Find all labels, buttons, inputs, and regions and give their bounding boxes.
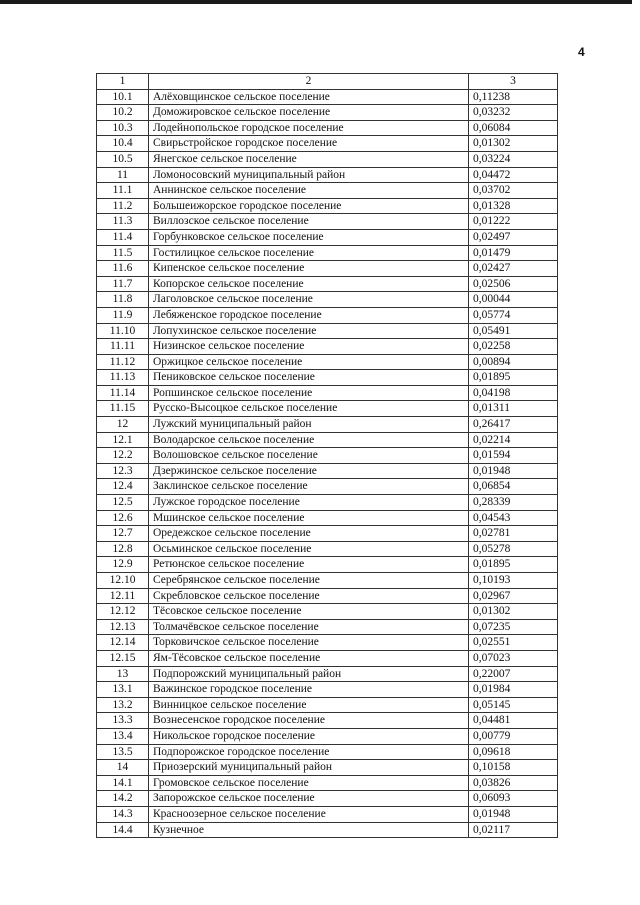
table-row xyxy=(97,198,558,214)
header-row xyxy=(97,74,558,90)
table-row xyxy=(97,401,558,417)
value-cell: 0,10193 xyxy=(469,573,558,589)
table-row xyxy=(97,261,558,277)
row-number-cell: 12.13 xyxy=(97,619,149,635)
row-number-cell: 12.12 xyxy=(97,604,149,620)
value-cell: 0,11238 xyxy=(469,89,558,105)
row-number-cell: 11.12 xyxy=(97,354,149,370)
value-cell: 0,01302 xyxy=(469,136,558,152)
table-row xyxy=(97,167,558,183)
row-number-cell: 12.9 xyxy=(97,557,149,573)
row-number-cell: 11.3 xyxy=(97,214,149,230)
table-row xyxy=(97,682,558,698)
row-number-cell: 11 xyxy=(97,167,149,183)
value-cell: 0,01479 xyxy=(469,245,558,261)
settlement-name-cell: Заклинское сельское поселение xyxy=(149,479,469,495)
table-row xyxy=(97,791,558,807)
value-cell: 0,01328 xyxy=(469,198,558,214)
page-number: 4 xyxy=(578,45,585,59)
table-body xyxy=(97,89,558,838)
value-cell: 0,00779 xyxy=(469,728,558,744)
value-cell: 0,06093 xyxy=(469,791,558,807)
row-number-cell: 12.3 xyxy=(97,463,149,479)
value-cell: 0,01594 xyxy=(469,448,558,464)
table-row xyxy=(97,557,558,573)
row-number-cell: 11.9 xyxy=(97,307,149,323)
value-cell: 0,02117 xyxy=(469,822,558,838)
value-cell: 0,01302 xyxy=(469,604,558,620)
value-cell: 0,04543 xyxy=(469,510,558,526)
table-row xyxy=(97,713,558,729)
row-number-cell: 12.10 xyxy=(97,573,149,589)
header-cell-value: 3 xyxy=(469,74,558,90)
table-row xyxy=(97,105,558,121)
settlement-name-cell: Лодейнопольское городское поселение xyxy=(149,120,469,136)
row-number-cell: 11.10 xyxy=(97,323,149,339)
row-number-cell: 12.15 xyxy=(97,650,149,666)
table-row xyxy=(97,526,558,542)
row-number-cell: 14.2 xyxy=(97,791,149,807)
settlement-name-cell: Торковичское сельское поселение xyxy=(149,635,469,651)
row-number-cell: 12.8 xyxy=(97,541,149,557)
value-cell: 0,00044 xyxy=(469,292,558,308)
table-row xyxy=(97,183,558,199)
value-cell: 0,22007 xyxy=(469,666,558,682)
settlement-name-cell: Оредежское сельское поселение xyxy=(149,526,469,542)
table-row xyxy=(97,89,558,105)
value-cell: 0,05491 xyxy=(469,323,558,339)
value-cell: 0,01984 xyxy=(469,682,558,698)
table-row xyxy=(97,120,558,136)
value-cell: 0,07023 xyxy=(469,650,558,666)
settlement-name-cell: Красноозерное сельское поселение xyxy=(149,806,469,822)
row-number-cell: 11.1 xyxy=(97,183,149,199)
table-row xyxy=(97,432,558,448)
row-number-cell: 11.8 xyxy=(97,292,149,308)
value-cell: 0,10158 xyxy=(469,760,558,776)
settlement-name-cell: Приозерский муниципальный район xyxy=(149,760,469,776)
table-row xyxy=(97,541,558,557)
settlement-name-cell: Лопухинское сельское поселение xyxy=(149,323,469,339)
row-number-cell: 10.5 xyxy=(97,151,149,167)
row-number-cell: 10.1 xyxy=(97,89,149,105)
row-number-cell: 13.3 xyxy=(97,713,149,729)
row-number-cell: 12.11 xyxy=(97,588,149,604)
value-cell: 0,02497 xyxy=(469,229,558,245)
settlement-name-cell: Ям-Тёсовское сельское поселение xyxy=(149,650,469,666)
row-number-cell: 11.11 xyxy=(97,339,149,355)
settlement-name-cell: Запорожское сельское поселение xyxy=(149,791,469,807)
row-number-cell: 11.4 xyxy=(97,229,149,245)
settlement-name-cell: Аннинское сельское поселение xyxy=(149,183,469,199)
settlement-name-cell: Вознесенское городское поселение xyxy=(149,713,469,729)
value-cell: 0,01222 xyxy=(469,214,558,230)
row-number-cell: 11.15 xyxy=(97,401,149,417)
settlement-name-cell: Ретюнское сельское поселение xyxy=(149,557,469,573)
settlement-name-cell: Пениковское сельское поселение xyxy=(149,370,469,386)
table-row xyxy=(97,417,558,433)
row-number-cell: 14.3 xyxy=(97,806,149,822)
settlement-name-cell: Подпорожское городское поселение xyxy=(149,744,469,760)
table-row xyxy=(97,619,558,635)
value-cell: 0,02258 xyxy=(469,339,558,355)
settlement-name-cell: Свирьстройское городское поселение xyxy=(149,136,469,152)
data-table xyxy=(96,73,558,838)
settlement-name-cell: Тёсовское сельское поселение xyxy=(149,604,469,620)
value-cell: 0,01895 xyxy=(469,370,558,386)
table-row xyxy=(97,136,558,152)
row-number-cell: 12.1 xyxy=(97,432,149,448)
value-cell: 0,02551 xyxy=(469,635,558,651)
value-cell: 0,06084 xyxy=(469,120,558,136)
settlement-name-cell: Кузнечное xyxy=(149,822,469,838)
settlement-name-cell: Низинское сельское поселение xyxy=(149,339,469,355)
table-row xyxy=(97,495,558,511)
row-number-cell: 12.4 xyxy=(97,479,149,495)
row-number-cell: 13.1 xyxy=(97,682,149,698)
settlement-name-cell: Лаголовское сельское поселение xyxy=(149,292,469,308)
row-number-cell: 12.7 xyxy=(97,526,149,542)
header-cell-number: 1 xyxy=(97,74,149,90)
settlement-name-cell: Волошовское сельское поселение xyxy=(149,448,469,464)
row-number-cell: 13.5 xyxy=(97,744,149,760)
settlement-name-cell: Большеижорское городское поселение xyxy=(149,198,469,214)
table-row xyxy=(97,666,558,682)
settlement-name-cell: Доможировское сельское поселение xyxy=(149,105,469,121)
value-cell: 0,01948 xyxy=(469,463,558,479)
table-row xyxy=(97,728,558,744)
value-cell: 0,03232 xyxy=(469,105,558,121)
value-cell: 0,02967 xyxy=(469,588,558,604)
settlement-name-cell: Алёховщинское сельское поселение xyxy=(149,89,469,105)
row-number-cell: 13 xyxy=(97,666,149,682)
row-number-cell: 11.7 xyxy=(97,276,149,292)
row-number-cell: 11.2 xyxy=(97,198,149,214)
row-number-cell: 10.3 xyxy=(97,120,149,136)
row-number-cell: 10.4 xyxy=(97,136,149,152)
value-cell: 0,03224 xyxy=(469,151,558,167)
row-number-cell: 12.14 xyxy=(97,635,149,651)
settlement-name-cell: Осьминское сельское поселение xyxy=(149,541,469,557)
value-cell: 0,00894 xyxy=(469,354,558,370)
row-number-cell: 11.13 xyxy=(97,370,149,386)
settlement-name-cell: Дзержинское сельское поселение xyxy=(149,463,469,479)
value-cell: 0,04472 xyxy=(469,167,558,183)
settlement-name-cell: Мшинское сельское поселение xyxy=(149,510,469,526)
settlement-name-cell: Лужское городское поселение xyxy=(149,495,469,511)
settlement-name-cell: Ропшинское сельское поселение xyxy=(149,385,469,401)
value-cell: 0,28339 xyxy=(469,495,558,511)
value-cell: 0,26417 xyxy=(469,417,558,433)
row-number-cell: 14 xyxy=(97,760,149,776)
row-number-cell: 14.1 xyxy=(97,775,149,791)
top-border-line xyxy=(0,0,632,4)
settlement-name-cell: Громовское сельское поселение xyxy=(149,775,469,791)
settlement-name-cell: Никольское городское поселение xyxy=(149,728,469,744)
table-row xyxy=(97,339,558,355)
value-cell: 0,02214 xyxy=(469,432,558,448)
settlement-name-cell: Кипенское сельское поселение xyxy=(149,261,469,277)
settlement-name-cell: Ломоносовский муниципальный район xyxy=(149,167,469,183)
value-cell: 0,04198 xyxy=(469,385,558,401)
value-cell: 0,01948 xyxy=(469,806,558,822)
table-row xyxy=(97,806,558,822)
settlement-name-cell: Лебяженское городское поселение xyxy=(149,307,469,323)
row-number-cell: 11.14 xyxy=(97,385,149,401)
row-number-cell: 11.6 xyxy=(97,261,149,277)
table-row xyxy=(97,229,558,245)
settlement-name-cell: Виллозское сельское поселение xyxy=(149,214,469,230)
table-row xyxy=(97,822,558,838)
settlement-name-cell: Русско-Высоцкое сельское поселение xyxy=(149,401,469,417)
table-row xyxy=(97,744,558,760)
settlement-name-cell: Гостилицкое сельское поселение xyxy=(149,245,469,261)
value-cell: 0,05774 xyxy=(469,307,558,323)
table-row xyxy=(97,760,558,776)
settlement-name-cell: Володарское сельское поселение xyxy=(149,432,469,448)
table-row xyxy=(97,463,558,479)
table-row xyxy=(97,370,558,386)
table-row xyxy=(97,650,558,666)
row-number-cell: 11.5 xyxy=(97,245,149,261)
settlement-name-cell: Винницкое сельское поселение xyxy=(149,697,469,713)
value-cell: 0,09618 xyxy=(469,744,558,760)
table-row xyxy=(97,307,558,323)
row-number-cell: 13.2 xyxy=(97,697,149,713)
settlement-name-cell: Горбунковское сельское поселение xyxy=(149,229,469,245)
value-cell: 0,01311 xyxy=(469,401,558,417)
table-row xyxy=(97,448,558,464)
value-cell: 0,05145 xyxy=(469,697,558,713)
value-cell: 0,02427 xyxy=(469,261,558,277)
row-number-cell: 10.2 xyxy=(97,105,149,121)
value-cell: 0,01895 xyxy=(469,557,558,573)
settlement-name-cell: Важинское городское поселение xyxy=(149,682,469,698)
table-row xyxy=(97,385,558,401)
value-cell: 0,06854 xyxy=(469,479,558,495)
settlement-name-cell: Копорское сельское поселение xyxy=(149,276,469,292)
settlement-name-cell: Серебрянское сельское поселение xyxy=(149,573,469,589)
table-row xyxy=(97,354,558,370)
settlement-name-cell: Подпорожский муниципальный район xyxy=(149,666,469,682)
value-cell: 0,02506 xyxy=(469,276,558,292)
table-row xyxy=(97,214,558,230)
table-row xyxy=(97,697,558,713)
row-number-cell: 12 xyxy=(97,417,149,433)
table-row xyxy=(97,323,558,339)
row-number-cell: 13.4 xyxy=(97,728,149,744)
value-cell: 0,03702 xyxy=(469,183,558,199)
table-row xyxy=(97,604,558,620)
table-row xyxy=(97,775,558,791)
header-cell-name: 2 xyxy=(149,74,469,90)
value-cell: 0,03826 xyxy=(469,775,558,791)
table-row xyxy=(97,573,558,589)
value-cell: 0,05278 xyxy=(469,541,558,557)
settlement-name-cell: Толмачёвское сельское поселение xyxy=(149,619,469,635)
settlement-name-cell: Лужский муниципальный район xyxy=(149,417,469,433)
table-row xyxy=(97,510,558,526)
settlement-name-cell: Скребловское сельское поселение xyxy=(149,588,469,604)
row-number-cell: 12.2 xyxy=(97,448,149,464)
table-row xyxy=(97,276,558,292)
row-number-cell: 14.4 xyxy=(97,822,149,838)
table-row xyxy=(97,245,558,261)
value-cell: 0,02781 xyxy=(469,526,558,542)
table-row xyxy=(97,151,558,167)
value-cell: 0,04481 xyxy=(469,713,558,729)
settlement-name-cell: Оржицкое сельское поселение xyxy=(149,354,469,370)
table-row xyxy=(97,292,558,308)
table-row xyxy=(97,588,558,604)
table-row xyxy=(97,479,558,495)
row-number-cell: 12.5 xyxy=(97,495,149,511)
value-cell: 0,07235 xyxy=(469,619,558,635)
settlement-name-cell: Янегское сельское поселение xyxy=(149,151,469,167)
table-row xyxy=(97,635,558,651)
row-number-cell: 12.6 xyxy=(97,510,149,526)
